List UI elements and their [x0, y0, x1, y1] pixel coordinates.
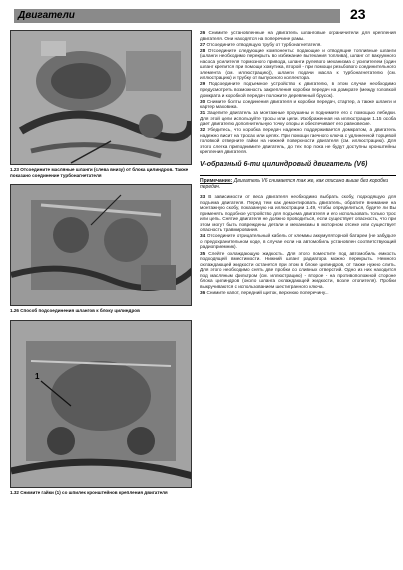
- paragraph-31: 31 Зацепите двигатель за монтажные проушины и поднимите его с помощью лебедки. Для этой цели используйте тросы или цепи. Изображенная на иллюстрации 1.15 особа дает двигателю дополнительную точку опоры и обеспечивает его равновесие.: [200, 110, 396, 127]
- engine-photo-1: [11, 31, 192, 165]
- paragraph-29: 29 Подсоедините подъемное устройство к двигателю, в этом случае необходимо предусмотреть возможность закрепления коробки передач на домкрате (между головкой домкрата и коробкой передач положите деревянный брусок).: [200, 81, 396, 98]
- figure-caption-3: 1.32 Снимите гайки (1) со шпилек кронштейнов крепления двигателя: [10, 489, 168, 495]
- engine-photo-2: [11, 185, 192, 306]
- paragraph-35: 35 Слейте охлаждающую жидкость. Для этого поместите под автомобиль емкость подходящей вместимости. Нижний шланг радиатора можно перекрыть. Немного охлаждающей жидкости останется при этом в блоке цилиндров, от также нужно слить. Для этого необходимо снять две пробки со сливных отверстий. Одно из них находится под масляным фильтром (см. иллюстрацию) - второе - на противоположной стороне блока цилиндров (около шланга охлаждающей жидкости, возле отопителя). Пробки выкручиваются с использованием шестигранного ключа.: [200, 250, 396, 289]
- figure-caption-2: 1.26 Способ подсоединения шлангов к блоку цилиндров: [10, 308, 140, 314]
- paragraph-28: 28 Отсоедините следующие компоненты: подающие и отводящие топливные шланги (шланги необходимо перекрыть во избежание вытекания топлива), шланг от вакуумного насоса усилителя тормозного привода, шланги рулевого механизма с усилителем (один шланг крепится при помощи хомутика, второй - при помощи резьбового соединительного элемента (см. иллюстрацию)), шланги подачи масла к турбонагнетателю (см. иллюстрацию) и трубку от выпускного коллектора.: [200, 47, 396, 81]
- chapter-title: Двигатели: [18, 10, 75, 21]
- paragraph-30: 30 Снимите болты соединения двигателя и коробки передач, стартер, а также шланги и картер маховика.: [200, 98, 396, 110]
- paragraph-34: 34 Отсоедините отрицательный кабель от клеммы аккумуляторной батареи (не забудьте о предохранительном коде, в случае если на автомобиль установлен соответствующий радиоприемник).: [200, 233, 396, 250]
- paragraph-36: 36 Снимите капот, передний щиток, верхнюю поперечину...: [200, 289, 329, 295]
- page-header: [0, 0, 403, 26]
- svg-text:1: 1: [35, 371, 40, 381]
- paragraph-26: 26 Снимите установленные на двигатель шланговые ограничители для крепления двигателя. Они находятся на поперечине рамы.: [200, 30, 396, 41]
- figure-photo-2: [10, 184, 192, 306]
- figures-column: [10, 30, 192, 495]
- paragraph-27: 27 Отсоедините отводящую трубу от турбонагнетателя.: [200, 41, 322, 47]
- text-column: [200, 30, 396, 296]
- figure-caption-1: 1.23 Отсоедините масляные шланги (слева внизу) от блока цилиндров. Также показано соединение турбонагнетателя: [10, 167, 189, 178]
- engine-photo-3: [11, 321, 192, 488]
- note: Примечание: Двигатель V6 снимается так же, как описано выше без коробки передач.: [200, 175, 396, 190]
- section-heading: V-образный 6-ти цилиндровый двигатель (V6): [200, 161, 368, 169]
- figure-photo-1: [10, 30, 192, 165]
- paragraph-32: 32 Убедитесь, что коробка передач надежно поддерживается домкратом, а двигатель надежно висит на тросах или цепях. При помощи гаечного ключа с удлиненной торцевой головкой отверните гайки на нижней поверхности двигателя (см. иллюстрацию). Для этого слегка приподнимите двигатель, до тех пор пока не будут доступны кронштейны крепления двигателя.: [200, 127, 396, 155]
- figure-photo-3: [10, 320, 192, 488]
- page-number: 23: [350, 6, 366, 22]
- paragraph-33: 33 В зависимости от веса двигателя необходимо выбрать скобу, подходящую для подъема двигателя. Перед тем как демонтировать двигатель, обратите внимание на монтажную скобу, показанную на иллюстрации 1.49, чтобы определиться, будете ли Вы применять подобное устройство для подъема двигателя и его использовать только трос или цепь. Снятие двигателя не должно проводиться, если существует опасность, что при этом могут быть повреждены детали и механизмы в моторном отсеке или существует опасность травмирования.: [200, 194, 396, 233]
